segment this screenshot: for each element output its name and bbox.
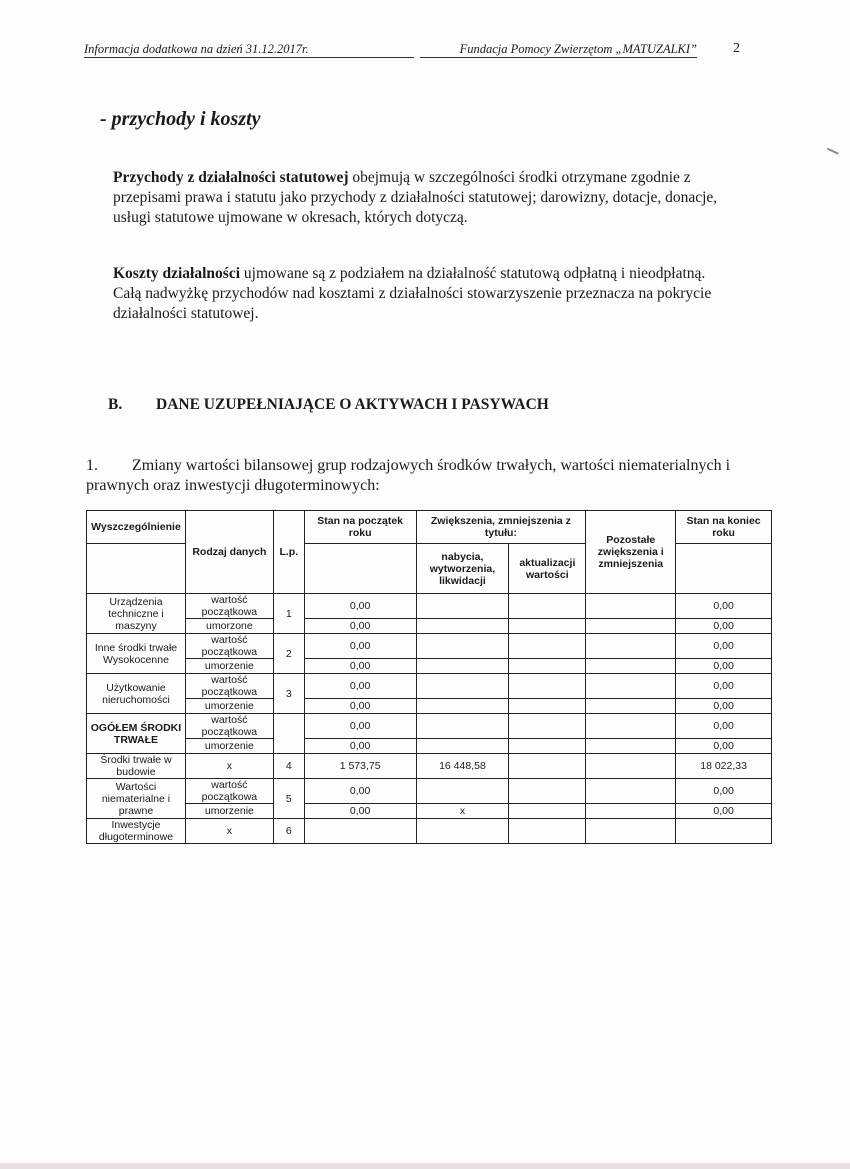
scan-mark <box>825 148 838 159</box>
cell-pozost <box>586 674 676 699</box>
assets-table <box>86 510 772 844</box>
cell-end: 0,00 <box>676 619 772 634</box>
cell-start: 0,00 <box>304 804 416 819</box>
cell-rodzaj: x <box>185 819 273 844</box>
cell-nabycia: x <box>416 804 509 819</box>
header-right: Fundacja Pomocy Zwierzętom „MATUZALKI” <box>420 42 697 58</box>
section-b-letter: B. <box>108 396 123 413</box>
row-lp: 1 <box>273 594 304 634</box>
cell-pozost <box>586 819 676 844</box>
row-lp <box>273 714 304 754</box>
cell-pozost <box>586 804 676 819</box>
item-1 <box>86 456 776 496</box>
cell-aktual <box>509 739 586 754</box>
cell-rodzaj: umorzenie <box>185 659 273 674</box>
cell-start: 0,00 <box>304 739 416 754</box>
cell-rodzaj: wartość początkowa <box>185 779 273 804</box>
item-1-number: 1. <box>86 457 98 474</box>
cell-aktual <box>509 659 586 674</box>
col-lp: L.p. <box>273 511 304 594</box>
table-row <box>87 699 772 714</box>
paragraph-koszty-text: ujmowane są z podziałem na działalność statutową odpłatną i nieodpłatną. <box>240 265 706 282</box>
cell-end: 0,00 <box>676 594 772 619</box>
row-lp: 2 <box>273 634 304 674</box>
row-label: Inwestycje długoterminowe <box>87 819 186 844</box>
cell-nabycia <box>416 634 509 659</box>
row-lp: 5 <box>273 779 304 819</box>
cell-nabycia <box>416 819 509 844</box>
col-aktualizacji: aktualizacji wartości <box>509 544 586 594</box>
paragraph-przychody-lead: Przychody z działalności statutowej <box>113 169 349 186</box>
cell-start: 0,00 <box>304 634 416 659</box>
row-label: Inne środki trwałe Wysokocenne <box>87 634 186 674</box>
cell-start: 0,00 <box>304 659 416 674</box>
cell-nabycia <box>416 699 509 714</box>
table-row <box>87 779 772 804</box>
cell-nabycia <box>416 779 509 804</box>
col-rodzaj: Rodzaj danych <box>185 511 273 594</box>
col-stan-koniec-sub <box>676 544 772 594</box>
section-title: - przychody i koszty <box>100 108 261 130</box>
cell-aktual <box>509 779 586 804</box>
cell-aktual <box>509 699 586 714</box>
cell-end: 0,00 <box>676 674 772 699</box>
table-row <box>87 659 772 674</box>
cell-rodzaj: wartość początkowa <box>185 674 273 699</box>
cell-rodzaj: umorzenie <box>185 804 273 819</box>
table-row <box>87 714 772 739</box>
cell-end: 0,00 <box>676 634 772 659</box>
cell-nabycia: 16 448,58 <box>416 754 509 779</box>
cell-rodzaj: wartość początkowa <box>185 594 273 619</box>
page-number: 2 <box>733 41 740 56</box>
cell-start: 0,00 <box>304 619 416 634</box>
cell-start: 0,00 <box>304 674 416 699</box>
col-wyszczegolnienie-sub <box>87 544 186 594</box>
cell-nabycia <box>416 739 509 754</box>
cell-start: 0,00 <box>304 594 416 619</box>
table-row <box>87 754 772 779</box>
cell-rodzaj: wartość początkowa <box>185 714 273 739</box>
cell-pozost <box>586 594 676 619</box>
cell-nabycia <box>416 659 509 674</box>
cell-aktual <box>509 674 586 699</box>
cell-end: 0,00 <box>676 699 772 714</box>
cell-start: 1 573,75 <box>304 754 416 779</box>
cell-pozost <box>586 779 676 804</box>
cell-rodzaj: umorzone <box>185 619 273 634</box>
table-row <box>87 619 772 634</box>
paragraph-koszty-lead: Koszty działalności <box>113 265 241 282</box>
cell-pozost <box>586 659 676 674</box>
cell-aktual <box>509 714 586 739</box>
section-b-heading <box>108 396 549 414</box>
cell-end: 0,00 <box>676 779 772 804</box>
table-row <box>87 804 772 819</box>
row-lp: 4 <box>273 754 304 779</box>
cell-start: 0,00 <box>304 699 416 714</box>
cell-nabycia <box>416 714 509 739</box>
cell-rodzaj: umorzenie <box>185 699 273 714</box>
row-lp: 6 <box>273 819 304 844</box>
col-pozostale: Pozostałe zwiększenia i zmniejszenia <box>586 511 676 594</box>
cell-pozost <box>586 754 676 779</box>
cell-rodzaj: x <box>185 754 273 779</box>
cell-pozost <box>586 739 676 754</box>
scan-edge <box>0 1163 850 1169</box>
row-label: OGÓŁEM ŚRODKI TRWAŁE <box>87 714 186 754</box>
cell-end: 18 022,33 <box>676 754 772 779</box>
cell-end <box>676 819 772 844</box>
table-row <box>87 739 772 754</box>
table-row <box>87 674 772 699</box>
cell-rodzaj: wartość początkowa <box>185 634 273 659</box>
cell-end: 0,00 <box>676 739 772 754</box>
cell-pozost <box>586 699 676 714</box>
table-row <box>87 594 772 619</box>
cell-pozost <box>586 714 676 739</box>
paragraph-koszty <box>113 264 741 324</box>
header-left: Informacja dodatkowa na dzień 31.12.2017r. <box>84 42 414 58</box>
table-row <box>87 634 772 659</box>
cell-start <box>304 819 416 844</box>
col-stan-poczatek-sub <box>304 544 416 594</box>
row-label: Środki trwałe w budowie <box>87 754 186 779</box>
item-1-text: Zmiany wartości bilansowej grup rodzajowych środków trwałych, wartości niematerialnych i prawnych oraz inwestycji długoterminowych: <box>86 457 731 494</box>
col-zwiekszenia: Zwiększenia, zmniejszenia z tytułu: <box>416 511 586 544</box>
cell-pozost <box>586 634 676 659</box>
cell-aktual <box>509 754 586 779</box>
section-b-title: DANE UZUPEŁNIAJĄCE O AKTYWACH I PASYWACH <box>156 396 549 413</box>
table-row <box>87 819 772 844</box>
cell-end: 0,00 <box>676 659 772 674</box>
cell-pozost <box>586 619 676 634</box>
col-stan-koniec: Stan na koniec roku <box>676 511 772 544</box>
row-label: Wartości niematerialne i prawne <box>87 779 186 819</box>
cell-rodzaj: umorzenie <box>185 739 273 754</box>
cell-aktual <box>509 819 586 844</box>
cell-start: 0,00 <box>304 714 416 739</box>
cell-aktual <box>509 804 586 819</box>
cell-start: 0,00 <box>304 779 416 804</box>
col-nabycia: nabycia, wytworzenia, likwidacji <box>416 544 509 594</box>
cell-end: 0,00 <box>676 804 772 819</box>
paragraph-nadwyzka: Całą nadwyżkę przychodów nad kosztami z działalności stowarzyszenie przeznacza na pokrycie działalności statutowej. <box>113 285 712 322</box>
cell-aktual <box>509 594 586 619</box>
col-wyszczegolnienie: Wyszczególnienie <box>87 511 186 544</box>
paragraph-przychody-text: obejmują w szczególności środki otrzymane zgodnie z przepisami prawa i statutu jako przychody z działalności statutowej; darowizny, dotacje, donacje, usługi statutowe ujmowane w okresach, których dotyczą. <box>113 169 718 226</box>
col-stan-poczatek: Stan na początek roku <box>304 511 416 544</box>
cell-aktual <box>509 634 586 659</box>
cell-nabycia <box>416 674 509 699</box>
row-lp: 3 <box>273 674 304 714</box>
cell-nabycia <box>416 619 509 634</box>
row-label: Użytkowanie nieruchomości <box>87 674 186 714</box>
row-label: Urządzenia techniczne i maszyny <box>87 594 186 634</box>
cell-nabycia <box>416 594 509 619</box>
paragraph-przychody <box>113 168 741 228</box>
cell-aktual <box>509 619 586 634</box>
cell-end: 0,00 <box>676 714 772 739</box>
